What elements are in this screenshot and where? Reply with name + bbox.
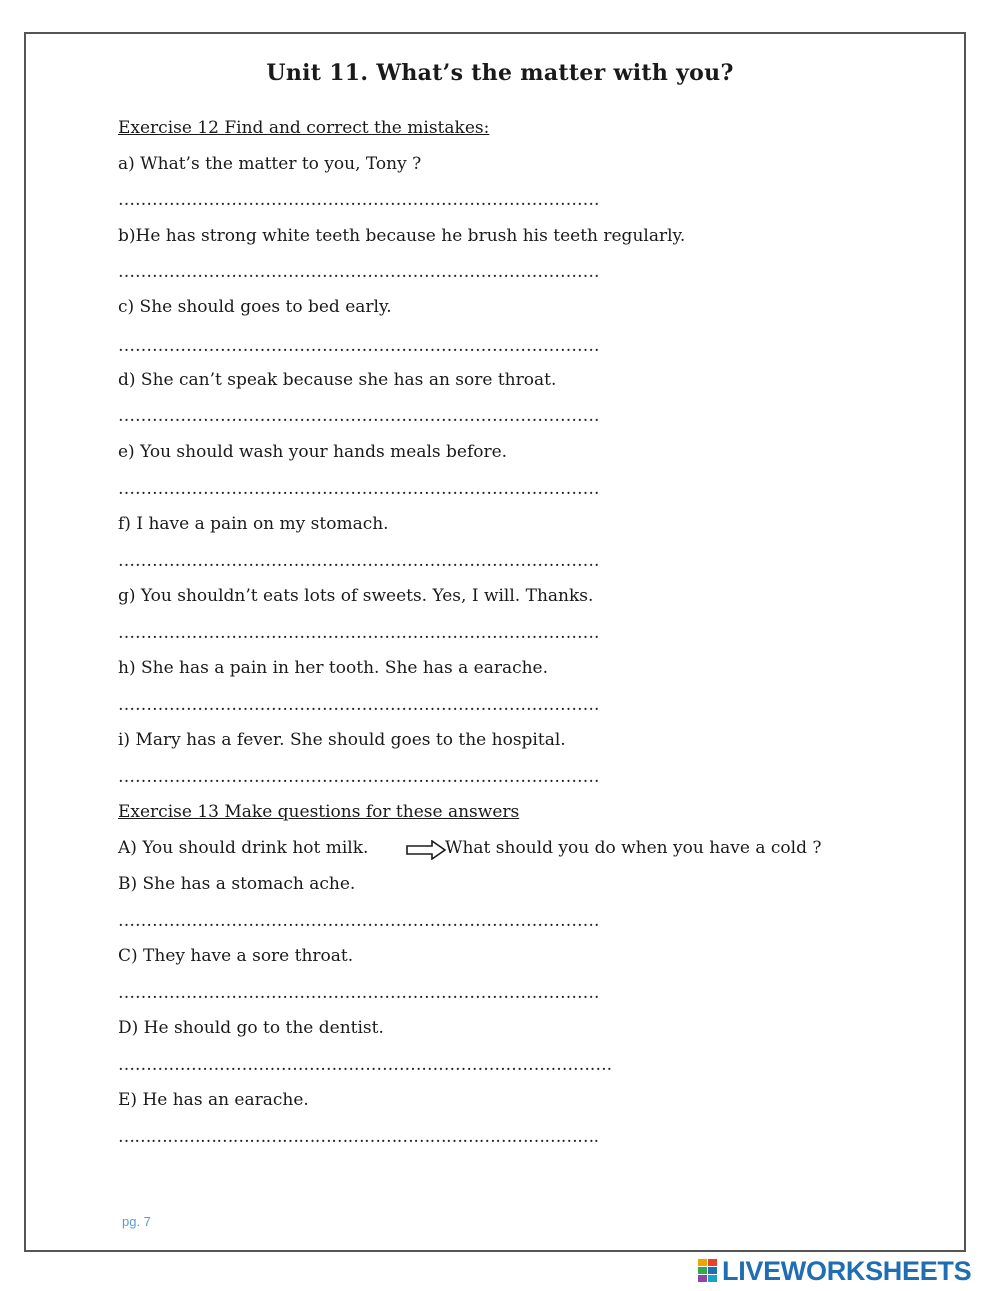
answer-line-i[interactable]: …………………………………………………………………………. [118, 767, 600, 787]
answer-line-g[interactable]: …………………………………………………………………………. [118, 623, 600, 643]
exercise-13-item-c: C) They have a sore throat. [118, 946, 354, 966]
exercise-13-example-answer: A) You should drink hot milk. [118, 838, 369, 858]
exercise-12-item-c: c) She should goes to bed early. [118, 297, 392, 317]
liveworksheets-logo-icon [697, 1258, 719, 1284]
answer-line-e[interactable]: …………………………………………………………………………. [118, 479, 600, 499]
answer-line-13d[interactable]: ……………………………………………………………………………. [118, 1055, 612, 1075]
answer-line-a[interactable]: …………………………………………………………………………. [118, 190, 600, 210]
exercise-13-example-question: What should you do when you have a cold ? [445, 838, 822, 858]
right-arrow-icon [406, 840, 446, 860]
answer-line-f[interactable]: …………………………………………………………………………. [118, 551, 600, 571]
answer-line-d[interactable]: …………………………………………………………………………. [118, 406, 600, 426]
answer-line-13c[interactable]: …………………………………………………………………………. [118, 983, 600, 1003]
exercise-12-item-g: g) You shouldn’t eats lots of sweets. Yes, I will. Thanks. [118, 586, 594, 606]
liveworksheets-brand[interactable] [697, 1256, 971, 1286]
exercise-13-item-d: D) He should go to the dentist. [118, 1018, 384, 1038]
brand-name: LIVEWORKSHEETS [722, 1255, 972, 1286]
exercise-13-item-b: B) She has a stomach ache. [118, 874, 356, 894]
answer-line-c[interactable]: …………………………………………………………………………. [118, 336, 600, 356]
page-title: Unit 11. What’s the matter with you? [266, 60, 734, 86]
answer-line-13b[interactable]: …………………………………………………………………………. [118, 911, 600, 931]
exercise-12-item-d: d) She can’t speak because she has an sore throat. [118, 370, 557, 390]
exercise-12-item-f: f) I have a pain on my stomach. [118, 514, 389, 534]
answer-line-b[interactable]: …………………………………………………………………………. [118, 262, 600, 282]
exercise-12-heading: Exercise 12 Find and correct the mistakes: [118, 118, 490, 138]
exercise-12-item-b: b)He has strong white teeth because he brush his teeth regularly. [118, 226, 686, 246]
exercise-13-heading: Exercise 13 Make questions for these answers [118, 802, 520, 822]
exercise-12-item-i: i) Mary has a fever. She should goes to the hospital. [118, 730, 566, 750]
page-number: pg. 7 [122, 1214, 151, 1229]
exercise-12-item-h: h) She has a pain in her tooth. She has a earache. [118, 658, 549, 678]
exercise-13-item-e: E) He has an earache. [118, 1090, 309, 1110]
answer-line-h[interactable]: …………………………………………………………………………. [118, 695, 600, 715]
exercise-12-item-a: a) What’s the matter to you, Tony ? [118, 154, 422, 174]
exercise-12-item-e: e) You should wash your hands meals before. [118, 442, 508, 462]
answer-line-13e[interactable]: ……………………………………………………………………………. [118, 1127, 599, 1147]
